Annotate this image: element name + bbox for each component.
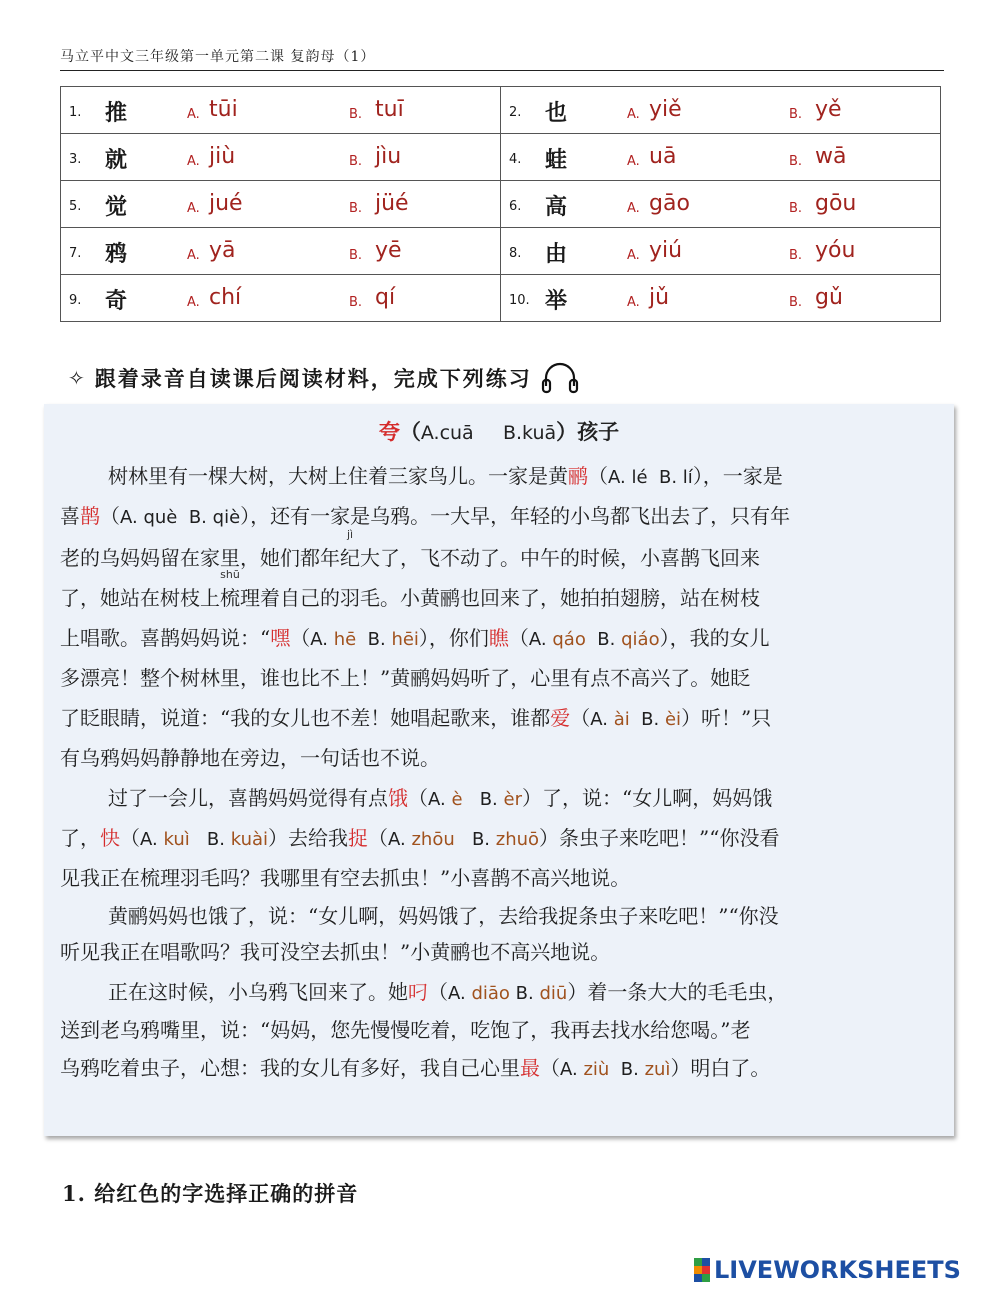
option-a-label: A.	[187, 107, 200, 122]
headphones-icon[interactable]	[540, 360, 580, 396]
passage-line: 树林里有一棵大树，大树上住着三家鸟儿。一家是黄鹂（A. lé B. lí），一家是	[108, 464, 783, 488]
passage-line: 了眨眼睛，说道：“我的女儿也不差！她唱起歌来，谁都爱（A. ài B. èi）听！”只	[60, 706, 772, 730]
passage-line: 正在这时候，小乌鸦飞回来了。她叼（A. diāo B. diū）着一条大大的毛毛虫，	[108, 980, 788, 1004]
title-rest: 孩子	[577, 419, 620, 444]
option-a-label: A.	[187, 201, 200, 216]
option-a-pinyin[interactable]: kuì	[163, 829, 190, 850]
option-b-label: B.	[789, 248, 803, 263]
ruby-pinyin: jì	[346, 528, 354, 541]
option-b-pinyin[interactable]: gōu	[815, 191, 857, 216]
reading-passage	[44, 404, 954, 1136]
option-b-pinyin[interactable]: qiè	[212, 507, 241, 528]
option-a-label: A.	[627, 295, 640, 310]
quiz-item	[501, 181, 940, 227]
red-character: 鹂	[568, 464, 588, 488]
passage-line: 见我正在梳理羽毛吗？我哪里有空去抓虫！”小喜鹊不高兴地说。	[60, 866, 631, 890]
item-number: 10.	[509, 293, 530, 308]
quiz-item	[501, 228, 940, 274]
instruction-heading	[68, 358, 580, 398]
item-number: 9.	[69, 293, 82, 308]
option-a-pinyin[interactable]: yiě	[649, 97, 682, 122]
option-a-pinyin[interactable]: jǔ	[649, 285, 670, 310]
title-red-character: 夸	[378, 419, 400, 444]
option-a-pinyin[interactable]: què	[143, 507, 178, 528]
option-b-label: B.	[789, 201, 803, 216]
liveworksheets-logo[interactable]	[694, 1254, 961, 1286]
item-character: 蛙	[545, 147, 568, 173]
quiz-item	[501, 87, 940, 133]
option-b-pinyin[interactable]: yóu	[815, 238, 856, 263]
quiz-row	[61, 181, 941, 228]
passage-line: 送到老乌鸦嘴里，说：“妈妈，您先慢慢吃着，吃饱了，我再去找水给您喝。”老	[60, 1018, 751, 1042]
option-a-pinyin[interactable]: jiù	[209, 144, 236, 169]
quiz-row	[61, 87, 941, 134]
item-character: 高	[545, 194, 568, 220]
liveworksheets-wordmark: LIVEWORKSHEETS	[714, 1256, 961, 1284]
option-a-pinyin[interactable]: lé	[631, 467, 648, 488]
item-number: 8.	[509, 246, 522, 261]
option-b-pinyin[interactable]: tuī	[375, 97, 404, 122]
ruby-character: shū 梳	[220, 568, 240, 610]
sparkle-icon: ✧	[68, 366, 87, 390]
passage-line: 上唱歌。喜鹊妈妈说：“嘿（A. hē B. hēi），你们瞧（A. qáo B. qiáo），我的女儿	[60, 626, 770, 650]
option-a-label: A.	[627, 154, 640, 169]
option-a-pinyin[interactable]: yiú	[649, 238, 683, 263]
option-b-label: B.	[789, 154, 803, 169]
option-a-pinyin[interactable]: è	[451, 789, 463, 810]
option-b-pinyin[interactable]: èi	[664, 709, 682, 730]
quiz-row	[61, 228, 941, 275]
instruction-text: 跟着录音自读课后阅读材料，完成下列练习	[94, 366, 532, 391]
red-character: 最	[520, 1056, 540, 1080]
option-a-label: A.	[187, 248, 200, 263]
passage-line: 乌鸦吃着虫子，心想：我的女儿有多好，我自己心里最（A. ziù B. zuì）明白了。	[60, 1056, 771, 1080]
ruby-pinyin: shū	[220, 568, 240, 581]
item-character: 就	[105, 147, 128, 173]
option-a-pinyin[interactable]: ziù	[583, 1059, 610, 1080]
option-a-label: A.	[187, 154, 200, 169]
option-a-label: A.	[627, 248, 640, 263]
option-b-label: B.	[349, 107, 363, 122]
option-b-pinyin[interactable]: èr	[503, 789, 522, 810]
option-b-pinyin[interactable]: zuì	[644, 1059, 671, 1080]
option-b-pinyin[interactable]: jìu	[375, 144, 402, 169]
item-character: 奇	[105, 288, 128, 314]
option-b-pinyin[interactable]: zhuō	[495, 829, 540, 850]
option-a-pinyin[interactable]: hē	[333, 629, 357, 650]
title-option-a-label: A.	[420, 422, 440, 444]
option-a-pinyin[interactable]: ài	[613, 709, 630, 730]
passage-line: 了，快（A. kuì B. kuài）去给我捉（A. zhōu B. zhuō）条虫子来吃吧！”“你没看	[60, 826, 780, 850]
question-heading: 1. 给红色的字选择正确的拼音	[62, 1181, 359, 1206]
red-character: 爱	[550, 706, 571, 730]
quiz-item	[61, 275, 500, 321]
red-character: 快	[100, 826, 120, 850]
item-character: 推	[105, 100, 128, 126]
item-character: 举	[545, 288, 568, 314]
quiz-item	[61, 87, 500, 133]
item-character: 由	[545, 241, 568, 267]
quiz-item	[501, 134, 940, 180]
item-number: 2.	[509, 105, 522, 120]
passage-line: 多漂亮！整个树林里，谁也比不上！”黄鹂妈妈听了，心里有点不高兴了。她眨	[60, 666, 751, 690]
option-b-pinyin[interactable]: qí	[375, 285, 396, 310]
quiz-item	[61, 134, 500, 180]
title-option-b[interactable]: kuā	[522, 422, 557, 444]
option-b-label: B.	[349, 154, 363, 169]
liveworksheets-logo-icon	[694, 1258, 710, 1282]
quiz-item	[501, 275, 940, 321]
quiz-item	[61, 228, 500, 274]
option-b-pinyin[interactable]: wā	[815, 144, 847, 169]
option-a-pinyin[interactable]: qáo	[552, 629, 586, 650]
passage-line: 黄鹂妈妈也饿了，说：“女儿啊，妈妈饿了，去给我捉条虫子来吃吧！”“你没	[108, 904, 779, 928]
title-option-b-label: B.	[502, 422, 523, 444]
item-number: 1.	[69, 105, 82, 120]
option-a-pinyin[interactable]: chí	[209, 285, 242, 310]
option-b-pinyin[interactable]: jüé	[375, 191, 409, 216]
option-a-pinyin[interactable]: zhōu	[411, 829, 455, 850]
title-option-a[interactable]: cuā	[439, 422, 474, 444]
quiz-row	[61, 134, 941, 181]
option-a-pinyin[interactable]: tūi	[209, 97, 238, 122]
option-a-pinyin[interactable]: diāo	[471, 983, 510, 1004]
option-b-pinyin[interactable]: diū	[539, 983, 568, 1004]
item-character: 也	[545, 100, 568, 126]
red-character: 饿	[388, 786, 408, 810]
red-character: 捉	[348, 826, 369, 850]
passage-title: 夸（A.cuā B.kuā）孩子	[378, 419, 620, 444]
passage-line: 听见我正在唱歌吗？我可没空去抓虫！”小黄鹂也不高兴地说。	[60, 940, 611, 964]
pinyin-quiz-table	[60, 86, 941, 322]
item-number: 3.	[69, 152, 82, 167]
item-number: 5.	[69, 199, 82, 214]
item-number: 6.	[509, 199, 522, 214]
option-b-label: B.	[789, 107, 803, 122]
item-number: 4.	[509, 152, 522, 167]
passage-line: 有乌鸦妈妈静静地在旁边，一句话也不说。	[60, 746, 440, 770]
option-a-label: A.	[187, 295, 200, 310]
passage-line: 了，她站在树枝上 shū 梳理着自己的羽毛。小黄鹂也回来了，她拍拍翅膀，站在树枝	[60, 568, 760, 610]
item-character: 鸦	[105, 241, 128, 267]
option-b-pinyin[interactable]: yě	[815, 97, 842, 122]
option-b-pinyin[interactable]: hēi	[391, 629, 419, 650]
option-b-label: B.	[349, 295, 363, 310]
option-a-label: A.	[627, 201, 640, 216]
passage-line: 喜鹊（A. què B. qiè），还有一家是乌鸦。一大早，年轻的小鸟都飞出去了，只有年	[60, 504, 791, 528]
option-a-pinyin[interactable]: yā	[209, 238, 236, 263]
option-a-label: A.	[627, 107, 640, 122]
item-number: 7.	[69, 246, 82, 261]
option-b-pinyin[interactable]: yē	[375, 238, 402, 263]
option-b-pinyin[interactable]: gǔ	[815, 285, 843, 310]
ruby-character: jì 纪	[340, 528, 360, 570]
option-b-label: B.	[349, 248, 363, 263]
option-a-pinyin[interactable]: jué	[209, 191, 243, 216]
item-character: 觉	[105, 194, 128, 220]
option-b-pinyin[interactable]: lí	[682, 467, 693, 488]
worksheet-header: 马立平中文三年级第一单元第二课 复韵母（1）	[60, 46, 944, 71]
option-b-label: B.	[789, 295, 803, 310]
quiz-row	[61, 275, 941, 322]
passage-line: 过了一会儿，喜鹊妈妈觉得有点饿（A. è B. èr）了，说：“女儿啊，妈妈饿	[108, 786, 773, 810]
option-b-pinyin[interactable]: kuài	[230, 829, 269, 850]
red-character: 鹊	[80, 504, 100, 528]
red-character: 嘿	[270, 626, 291, 650]
quiz-item	[61, 181, 500, 227]
option-a-pinyin[interactable]: gāo	[649, 191, 690, 216]
passage-line: 老的乌妈妈留在家里，她们都年 jì 纪大了，飞不动了。中午的时候，小喜鹊飞回来	[60, 528, 760, 570]
option-b-pinyin[interactable]: qiáo	[621, 629, 660, 650]
red-character: 叼	[408, 980, 428, 1004]
option-b-label: B.	[349, 201, 363, 216]
red-character: 瞧	[488, 626, 509, 650]
option-a-pinyin[interactable]: uā	[649, 144, 677, 169]
